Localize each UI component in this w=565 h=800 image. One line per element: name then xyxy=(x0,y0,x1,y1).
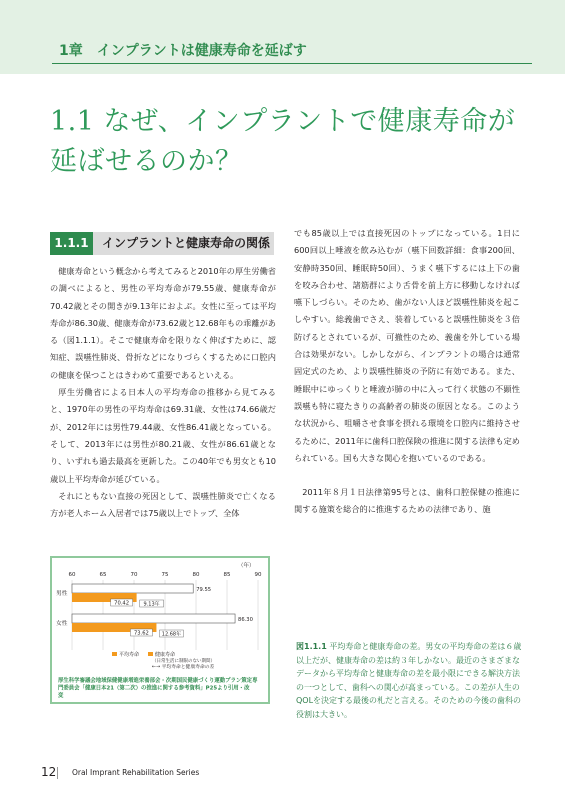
legend-gap: ←→ 平均寿命と健康寿命の差 xyxy=(152,665,215,670)
x-tick-label: 80 xyxy=(192,572,200,578)
x-tick-label: 85 xyxy=(223,572,231,578)
gap-label: 12.68年 xyxy=(161,631,182,638)
chart-unit: （年） xyxy=(238,563,255,569)
paragraph: 2011年８月１日法律第95号とは、歯科口腔保健の推進に関する施策を総合的に推進するための法律であり、施 xyxy=(294,487,520,515)
subsection-header xyxy=(50,232,274,255)
x-tick-label: 60 xyxy=(68,572,76,578)
row-label: 男性 xyxy=(56,591,68,597)
figure-source-line: 門委員会「健康日本21（第二次）の推進に関する参考資料」P25より引用・改 xyxy=(58,685,250,692)
healthy-value-label: 73.62 xyxy=(134,630,149,637)
section-title: 1.1 なぜ、インプラントで健康寿命が延ばせるのか？ xyxy=(50,106,516,177)
gap-label: 9.13年 xyxy=(143,601,160,608)
footer-divider xyxy=(57,767,58,779)
legend-swatch-average xyxy=(112,652,117,656)
x-tick-label: 65 xyxy=(99,572,107,578)
series-title: Oral Imprant Rehabilitation Series xyxy=(72,768,200,777)
legend-healthy: 健康寿命 xyxy=(155,652,176,658)
figure-caption-text: 平均寿命と健康寿命の差。男女の平均寿命の差は６歳以上だが、健康寿命の差は約３年しかない。最近のさまざまなデータから平均寿命と健康寿命の差を最小限にできる解決方法の一つとして、歯科への関心が高まっている。この差が人生のQOLを決定する最後の札だと言える。そのための今後の歯科の役割は大きい。 xyxy=(296,642,522,719)
chapter-rule xyxy=(52,63,532,64)
page-number: 12 xyxy=(41,765,57,779)
legend-average: 平均寿命 xyxy=(119,652,140,658)
paragraph: それにともない直接の死因として、誤嚥性肺炎で亡くなる方が老人ホーム入居者では75歳以上でトップ、全体 xyxy=(50,490,276,519)
average-lifespan-bar xyxy=(72,614,235,623)
paragraph: 厚生労働省による日本人の平均寿命の推移から見てみると、1970年の男性の平均寿命は69.31歳、女性は74.66歳だが、2012年には男性79.44歳、女性86.41歳となっている。そして、2013年には男性が80.21歳、女性が86.61歳となり、いずれも過去最高を更新した。この40年でも男女とも10歳以上平均寿命が延びている。 xyxy=(50,387,276,484)
figure-box xyxy=(50,556,270,704)
x-tick-label: 75 xyxy=(161,572,169,578)
legend-healthy-note: （日常生活に制限のない期間） xyxy=(152,659,215,664)
figure-label: 図1.1.1 xyxy=(296,642,327,651)
figure-source-line: 厚生科学審議会地域保健健康増進栄養部会・次期国民健康づくり運動プラン策定専 xyxy=(58,678,258,684)
figure-source-line: 変 xyxy=(58,693,64,700)
average-lifespan-bar xyxy=(72,584,193,593)
paragraph: 健康寿命という概念から考えてみると2010年の厚生労働省の調べによると、男性の平均寿命が79.55歳、健康寿命が70.42歳とその開きが9.13年におよぶ。女性に至っては平均寿命が86.30歳、健康寿命が73.62歳と12.68年もの乖離がある（図1.1.1）。そこで健康寿命を限りなく伸ばすために、認知症、誤嚥性肺炎、骨折などになりづらくするために口腔内の健康を保つことはきわめて重要であるといえる。 xyxy=(50,266,276,380)
legend-swatch-healthy xyxy=(148,652,153,656)
healthy-value-label: 70.42 xyxy=(114,600,130,607)
chapter-title: 1章 インプラントは健康寿命を延ばす xyxy=(59,43,307,59)
x-tick-label: 90 xyxy=(254,572,262,578)
figure-caption xyxy=(296,640,522,721)
x-tick-label: 70 xyxy=(130,572,138,578)
body-column-left xyxy=(50,263,276,522)
average-value-label: 79.55 xyxy=(196,587,212,593)
lifespan-chart xyxy=(52,558,268,702)
subsection-title: インプラントと健康寿命の関係 xyxy=(102,236,271,250)
row-label: 女性 xyxy=(56,621,68,627)
subsection-number: 1.1.1 xyxy=(50,232,93,255)
average-value-label: 86.30 xyxy=(238,617,253,623)
paragraph: でも85歳以上では直接死因のトップになっている。1日に600回以上唾液を飲み込むが（嚥下回数詳細：食事200回、安静時350回、睡眠時50回）、うまく嚥下するには上下の歯を咬み合わせ、諸筋群により舌骨を前上方に移動しなければ嚥下しづらい。そのため、歯がない人ほど誤嚥性肺炎を起こしやすい。総義歯でさえ、装着していると誤嚥性肺炎を３倍防げるとされているが、可撤性のため、義歯を外している場合は効果がない。しかしながら、インプラントの場合は通常固定式のため、より誤嚥性肺炎の予防に有効である。また、睡眠中にゆっくりと唾液が肺の中に入って行く状態の不顕性誤嚥も特に寝たきりの高齢者の肺炎の原因となる。このような状況から、咀嚼させ食事を摂れる環境を口腔内に維持させるために、2011年に歯科口腔保険の推進に関する法律も定められている。国も大きな関心を抱いているのである。 xyxy=(294,228,520,463)
figure-source xyxy=(58,676,258,699)
body-column-right xyxy=(294,225,520,519)
